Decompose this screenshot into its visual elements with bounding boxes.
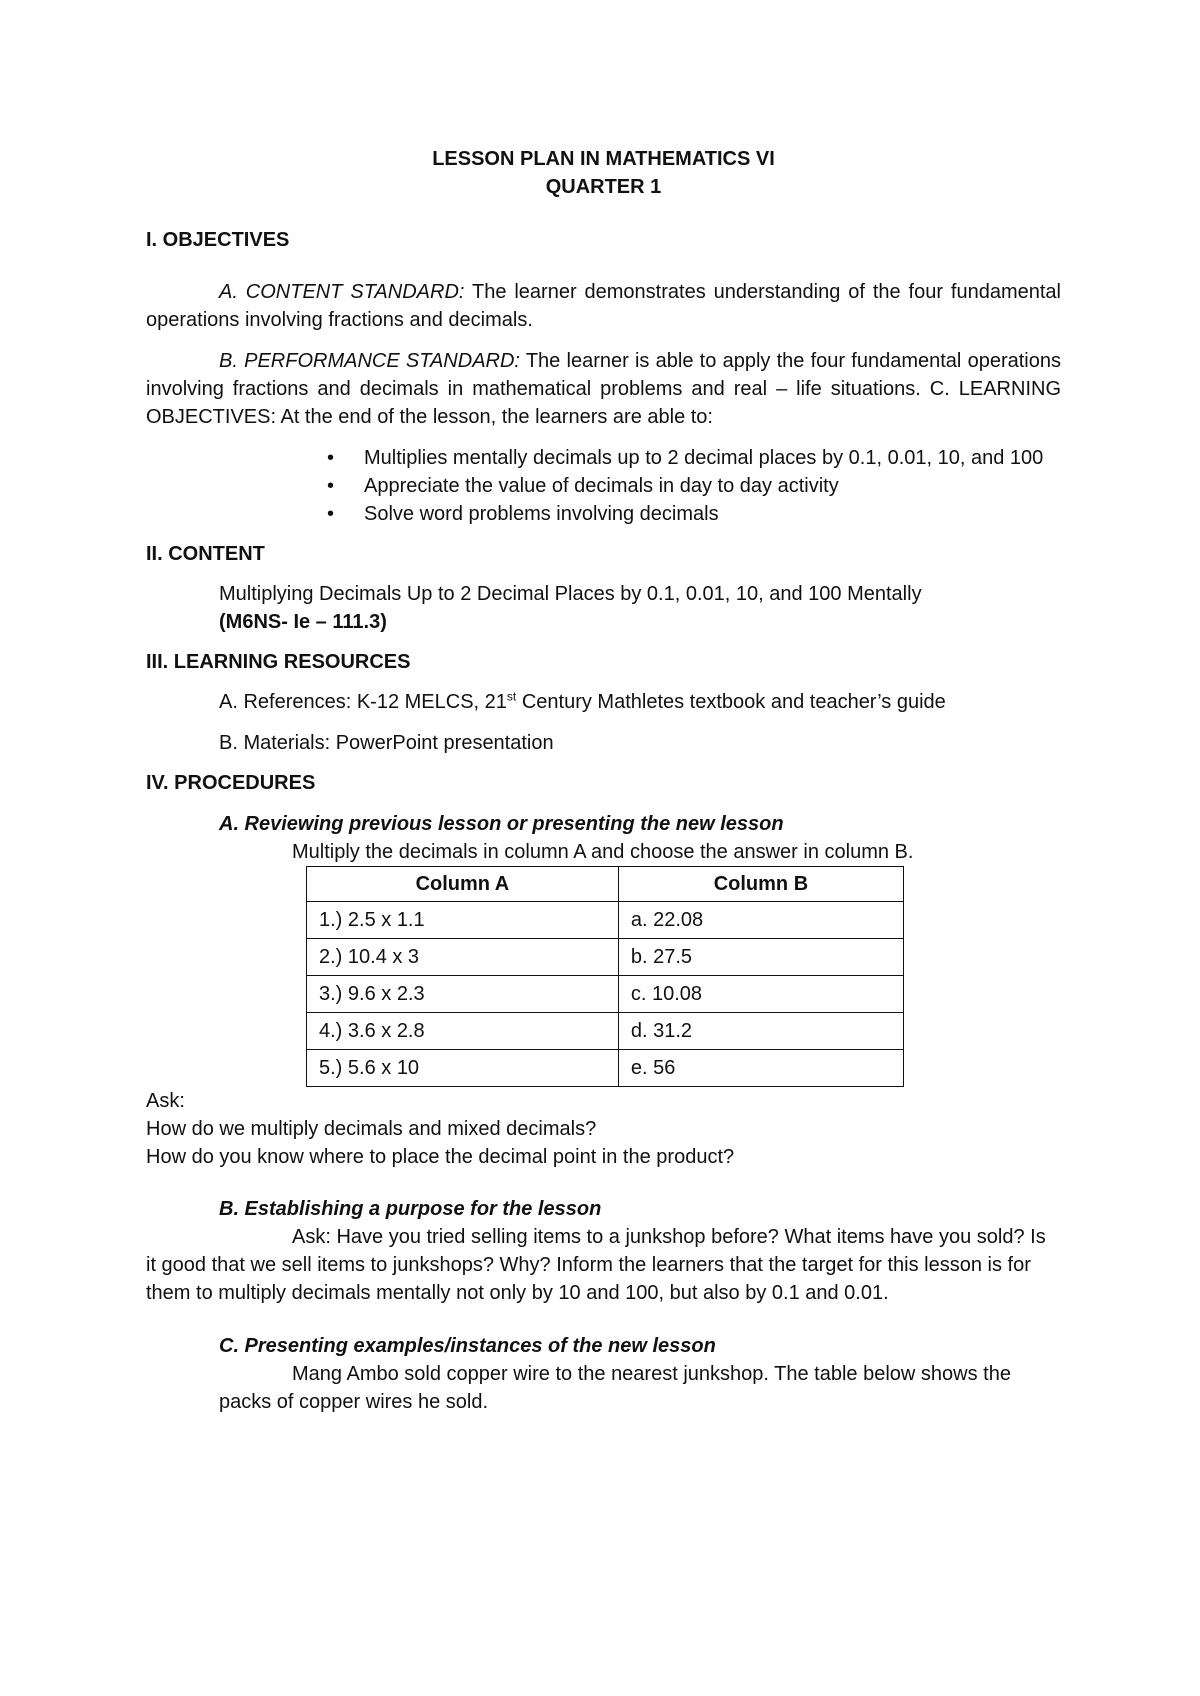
performance-standard-text: The learner is able to apply the four fundamental operations involving fractions and decimals in mathematical problems and real – life situations. C. LEARNING OBJECTIVES: At the end of the lesson, the learners are able to: (146, 350, 1061, 428)
table-cell: e. 56 (618, 1050, 903, 1087)
table-row (307, 1050, 904, 1087)
performance-standard-label: B. PERFORMANCE STANDARD: (219, 350, 520, 372)
procedures-heading: IV. PROCEDURES (146, 772, 316, 794)
column-a-header: Column A (307, 867, 619, 902)
table-row (307, 1013, 904, 1050)
review-question-2: How do you know where to place the decimal point in the product? (146, 1146, 735, 1168)
lesson-plan-page (146, 145, 1061, 1416)
table-row (307, 939, 904, 976)
ask-label: Ask: (146, 1090, 185, 1112)
procedure-a-heading: A. Reviewing previous lesson or presenting the new lesson (219, 813, 784, 835)
table-header-row (307, 867, 904, 902)
procedure-b-text: Ask: Have you tried selling items to a junkshop before? What items have you sold? Is it good that we sell items to junkshops? Why? Inform the learners that the target for this lesson is for them to multiply decimals mentally not only by 10 and 100, but also by 0.1 and 0.01. (146, 1226, 1046, 1304)
table-cell: 4.) 3.6 x 2.8 (307, 1013, 619, 1050)
content-heading: II. CONTENT (146, 543, 265, 565)
table-cell: 3.) 9.6 x 2.3 (307, 976, 619, 1013)
table-cell: 1.) 2.5 x 1.1 (307, 902, 619, 939)
quarter-label: QUARTER 1 (545, 176, 662, 198)
table-cell: a. 22.08 (618, 902, 903, 939)
content-standard-text: The learner demonstrates understanding of the four fundamental operations involving fractions and decimals. (146, 281, 1061, 331)
list-item: • Solve word problems involving decimals (364, 500, 1061, 528)
procedure-a-instruction: Multiply the decimals in column A and choose the answer in column B. (292, 841, 914, 863)
table-cell: d. 31.2 (618, 1013, 903, 1050)
content-standard-paragraph (146, 278, 1061, 334)
matching-table (306, 866, 904, 1087)
list-item: • Appreciate the value of decimals in day to day activity (364, 472, 1061, 500)
table-cell: b. 27.5 (618, 939, 903, 976)
procedure-c-heading: C. Presenting examples/instances of the new lesson (219, 1335, 716, 1357)
table-cell: 2.) 10.4 x 3 (307, 939, 619, 976)
materials-text: B. Materials: PowerPoint presentation (219, 732, 554, 754)
content-standard-label: A. CONTENT STANDARD: (219, 281, 465, 303)
procedure-c-text: Mang Ambo sold copper wire to the nearest junkshop. The table below shows the packs of copper wires he sold. (219, 1363, 1011, 1413)
table-row (307, 976, 904, 1013)
list-item: • Multiplies mentally decimals up to 2 decimal places by 0.1, 0.01, 10, and 100 (364, 444, 1061, 472)
content-text: Multiplying Decimals Up to 2 Decimal Places by 0.1, 0.01, 10, and 100 Mentally (219, 583, 922, 605)
objectives-heading: I. OBJECTIVES (146, 229, 290, 251)
table-row (307, 902, 904, 939)
table-cell: c. 10.08 (618, 976, 903, 1013)
resources-heading: III. LEARNING RESOURCES (146, 651, 411, 673)
table-cell: 5.) 5.6 x 10 (307, 1050, 619, 1087)
procedure-b-heading: B. Establishing a purpose for the lesson (219, 1198, 602, 1220)
review-question-1: How do we multiply decimals and mixed decimals? (146, 1118, 597, 1140)
learning-objectives-list (146, 444, 1061, 528)
column-b-header: Column B (618, 867, 903, 902)
document-title: LESSON PLAN IN MATHEMATICS VI (432, 148, 775, 170)
content-code: (M6NS- Ie – 111.3) (219, 611, 387, 633)
performance-standard-paragraph (146, 347, 1061, 431)
references-text: A. References: K-12 MELCS, 21st Century Mathletes textbook and teacher’s guide (219, 689, 946, 713)
